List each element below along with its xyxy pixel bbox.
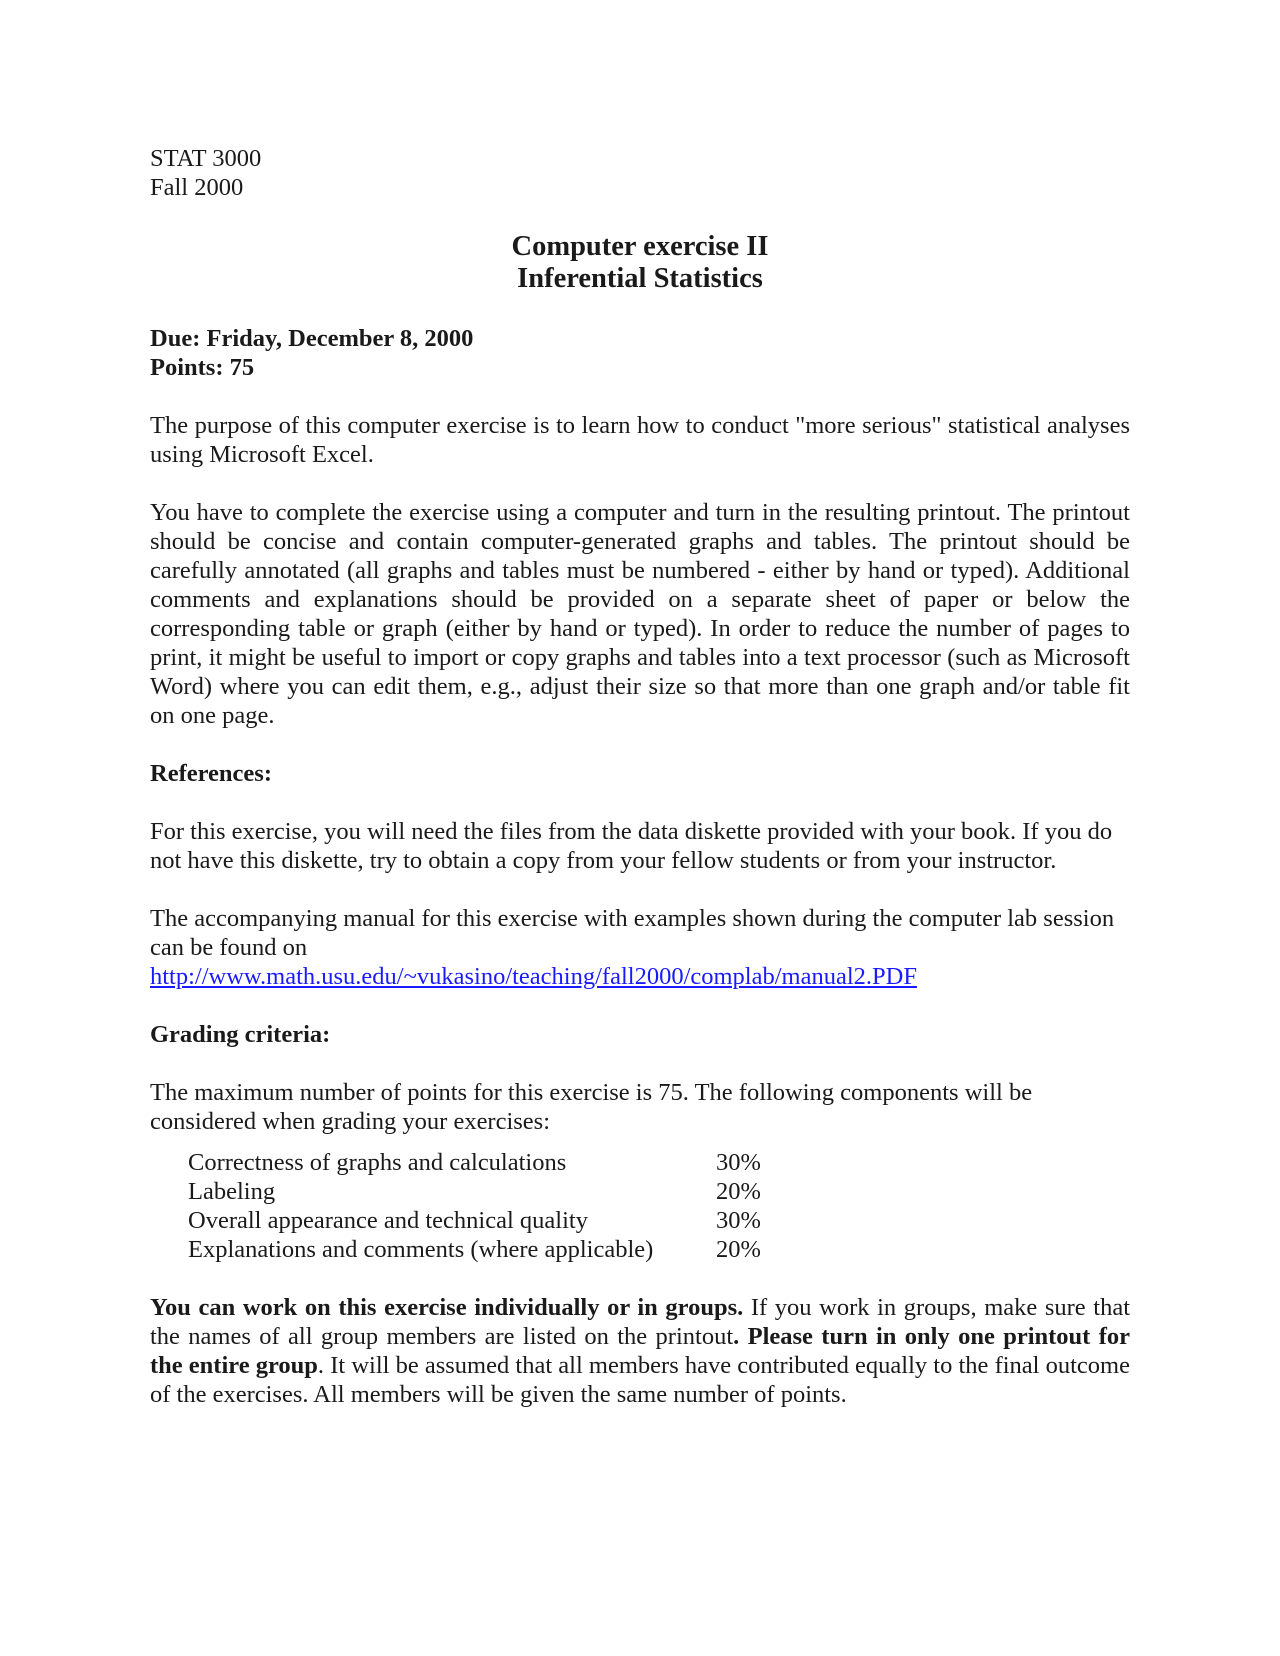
purpose-paragraph: The purpose of this computer exercise is to learn how to conduct "more serious" statistical analyses using Microsoft Excel. (150, 412, 1130, 468)
grading-row (188, 1177, 796, 1206)
course-term: Fall 2000 (150, 174, 244, 201)
grading-criteria-table (188, 1148, 796, 1264)
groups-text-2: . It will be assumed that all members have contributed equally to the final outcome of the exercises. All members will be given the same number of points. (150, 1352, 1130, 1408)
groups-text-1: If you work in groups, make sure that the names of all group members are listed on the printout (150, 1294, 1131, 1350)
criterion-label: Overall appearance and technical quality (188, 1207, 588, 1234)
groups-bold-1: You can work on this exercise individually or in groups. (150, 1294, 744, 1321)
course-header (150, 144, 1130, 202)
criterion-percent: 20% (716, 1178, 761, 1205)
manual-text: The accompanying manual for this exercise with examples shown during the computer lab session can be found on (150, 905, 1115, 961)
due-info (150, 324, 1130, 382)
grading-heading: Grading criteria: (150, 1021, 331, 1048)
criterion-label: Explanations and comments (where applicable) (188, 1236, 654, 1263)
grading-row (188, 1206, 796, 1235)
document-title (150, 231, 1130, 295)
grading-row (188, 1235, 796, 1264)
course-code: STAT 3000 (150, 145, 262, 172)
criterion-label: Correctness of graphs and calculations (188, 1149, 567, 1176)
groups-bold-2: . Please turn in only one printout for the entire group (150, 1323, 1130, 1379)
references-heading: References: (150, 760, 272, 787)
criterion-label: Labeling (188, 1178, 276, 1205)
criterion-percent: 30% (716, 1149, 761, 1176)
manual-link[interactable]: http://www.math.usu.edu/~vukasino/teaching/fall2000/complab/manual2.PDF (150, 963, 917, 990)
due-date: Due: Friday, December 8, 2000 (150, 325, 474, 352)
criterion-percent: 30% (716, 1207, 761, 1234)
manual-paragraph (150, 904, 1130, 991)
files-paragraph: For this exercise, you will need the files from the data diskette provided with your book. If you do not have this diskette, try to obtain a copy from your fellow students or from your instructor. (150, 818, 1113, 874)
criterion-percent: 20% (716, 1236, 761, 1263)
title-line-1: Computer exercise II (511, 231, 769, 262)
grading-row (188, 1148, 796, 1177)
groups-paragraph (150, 1293, 1130, 1409)
points: Points: 75 (150, 354, 255, 381)
grading-intro: The maximum number of points for this exercise is 75. The following components will be considered when grading your exercises: (150, 1079, 1033, 1135)
instructions-paragraph: You have to complete the exercise using a computer and turn in the resulting printout. The printout should be concise and contain computer-generated graphs and tables. The printout should be carefully annotated (all graphs and tables must be numbered - either by hand or typed). Additional comments and explanations should be provided on a separate sheet of paper or below the corresponding table or graph (either by hand or typed). In order to reduce the number of pages to print, it might be useful to import or copy graphs and tables into a text processor (such as Microsoft Word) where you can edit them, e.g., adjust their size so that more than one graph and/or table fit on one page. (150, 499, 1130, 729)
document-page (150, 144, 1130, 1409)
title-line-2: Inferential Statistics (517, 263, 763, 294)
